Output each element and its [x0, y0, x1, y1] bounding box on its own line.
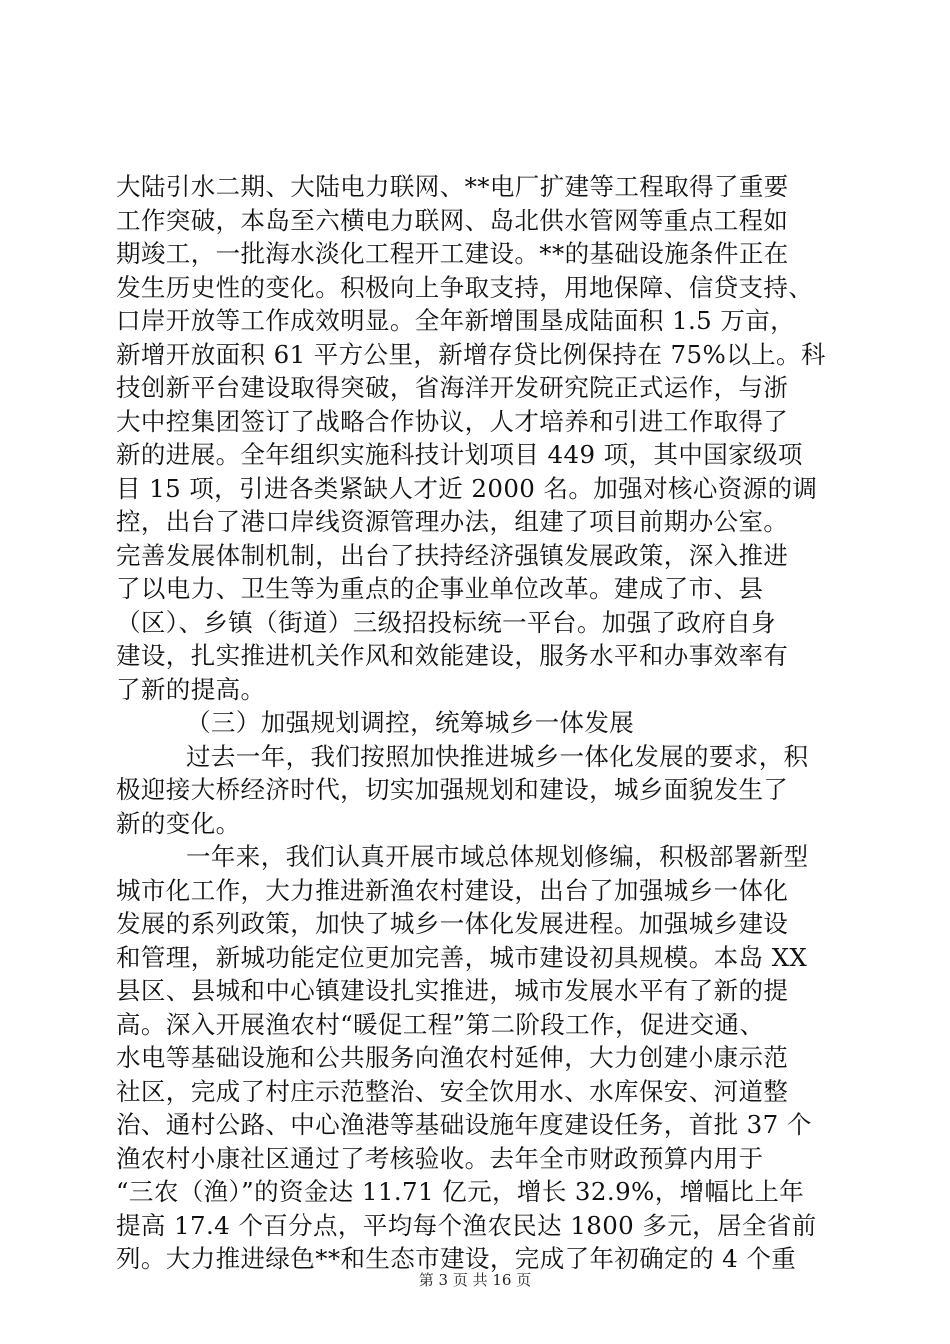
text-line: 了以电力、卫生等为重点的企事业单位改革。建成了市、县 [116, 574, 764, 603]
text-line: 渔农村小康社区通过了考核验收。去年全市财政预算内用于 [116, 1143, 764, 1173]
text-line: 和管理，新城功能定位更加完善，城市建设初具规模。本岛 XX [116, 942, 808, 972]
text-line: 高。深入开展渔农村“暖促工程”第二阶段工作，促进交通、 [116, 1009, 765, 1039]
text-line: （区）、乡镇（街道）三级招投标统一平台。加强了政府自身 [116, 607, 777, 637]
text-line: 新增开放面积 61 平方公里，新增存贷比例保持在 75%以上。科 [116, 339, 826, 369]
paragraph-start-line: 一年来，我们认真开展市域总体规划修编，积极部署新型 [186, 842, 809, 871]
document-body [116, 170, 836, 1276]
text-line: 新的变化。 [116, 808, 241, 838]
text-line: “三农（渔）”的资金达 11.71 亿元，增长 32.9%，增幅比上年 [116, 1177, 805, 1206]
paragraph-start-line: 过去一年，我们按照加快推进城乡一体化发展的要求，积 [186, 741, 809, 771]
text-line: 发生历史性的变化。积极向上争取支持，用地保障、信贷支持、 [116, 272, 814, 302]
text-line: 目 15 项，引进各类紧缺人才近 2000 名。加强对核心资源的调 [116, 473, 818, 503]
text-line: 城市化工作，大力推进新渔农村建设，出台了加强城乡一体化 [116, 875, 789, 905]
text-line: 水电等基础设施和公共服务向渔农村延伸，大力创建小康示范 [116, 1043, 789, 1072]
text-line: 建设，扎实推进机关作风和效能建设，服务水平和办事效率有 [116, 641, 789, 670]
text-line: 治、通村公路、中心渔港等基础设施年度建设任务，首批 37 个 [116, 1110, 812, 1139]
text-line: 控，出台了港口岸线资源管理办法，组建了项目前期办公室。 [116, 507, 789, 536]
text-line: 技创新平台建设取得突破，省海洋开发研究院正式运作，与浙 [116, 373, 789, 402]
section-heading: （三）加强规划调控，统筹城乡一体发展 [186, 708, 635, 737]
text-line: 提高 17.4 个百分点，平均每个渔农民达 1800 多元，居全省前 [116, 1210, 817, 1240]
text-line: 发展的系列政策，加快了城乡一体化发展进程。加强城乡建设 [116, 909, 789, 938]
text-line: 大陆引水二期、大陆电力联网、**电厂扩建等工程取得了重要 [116, 172, 789, 201]
text-line: 了新的提高。 [116, 674, 266, 704]
text-line: 社区，完成了村庄示范整治、安全饮用水、水库保安、河道整 [116, 1076, 789, 1106]
text-line: 新的进展。全年组织实施科技计划项目 449 项，其中国家级项 [116, 440, 803, 469]
text-line: 大中控集团签订了战略合作协议，人才培养和引进工作取得了 [116, 406, 789, 436]
text-line: 极迎接大桥经济时代，切实加强规划和建设，城乡面貌发生了 [116, 775, 789, 804]
text-line: 口岸开放等工作成效明显。全年新增围垦成陆面积 1.5 万亩， [116, 306, 796, 335]
page-number-footer: 第 3 页 共 16 页 [418, 1271, 532, 1289]
text-line: 期竣工，一批海水淡化工程开工建设。**的基础设施条件正在 [116, 239, 789, 268]
text-line: 列。大力推进绿色**和生态市建设，完成了年初确定的 4 个重 [116, 1244, 797, 1273]
text-line: 县区、县城和中心镇建设扎实推进，城市发展水平有了新的提 [116, 976, 789, 1005]
text-line: 工作突破，本岛至六横电力联网、岛北供水管网等重点工程如 [116, 205, 789, 235]
text-line: 完善发展体制机制，出台了扶持经济强镇发展政策，深入推进 [116, 540, 789, 570]
